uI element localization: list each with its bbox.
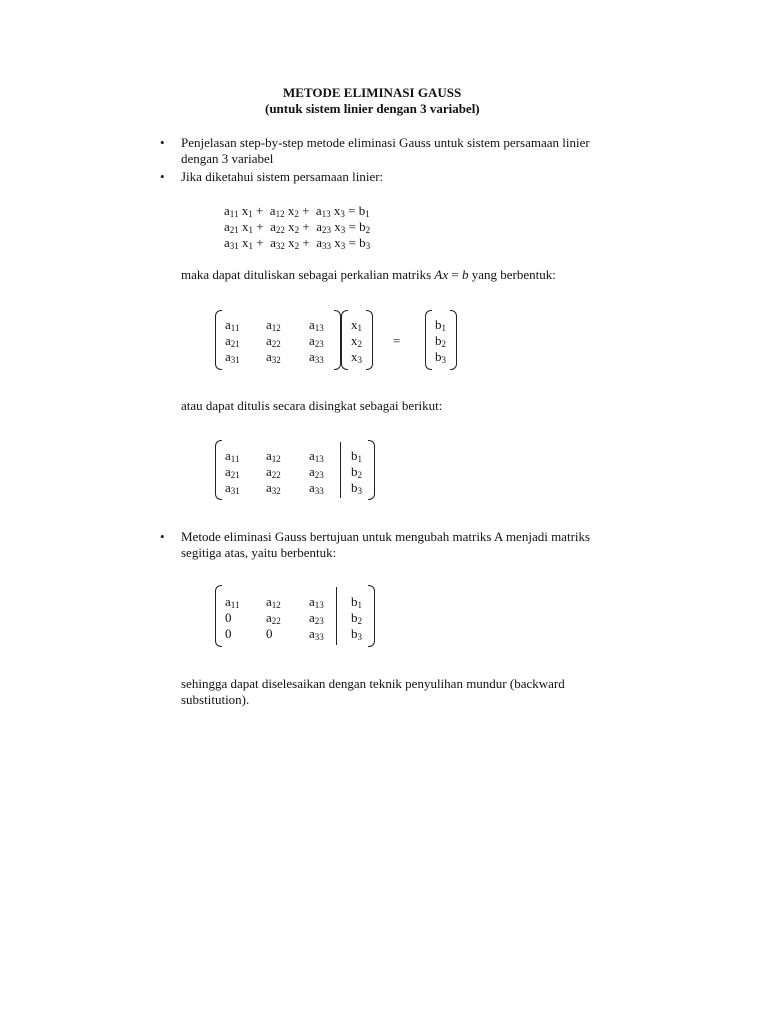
variable-vector: $x_1$ $x_2$ $x_3$ <box>341 310 373 370</box>
coefficient-matrix: $a_{11}$ $a_{12}$ $a_{13}$ $a_{21}$ $a_{22}$ $a_{23}$ $a_{31}$ $a_{32}$ $a_{33}$ <box>215 310 341 370</box>
short-form-text: atau dapat ditulis secara disingkat sebagai berikut: <box>181 398 443 413</box>
bullet-3-line-1: Metode eliminasi Gauss bertujuan untuk mengubah matriks A menjadi matriks <box>181 529 591 544</box>
equation-3: $a_{31}$ $x_1 + a_{32}$ $x_2 + a_{33}$ $x_3 = b_3$ <box>224 235 371 251</box>
augment-divider <box>340 442 341 498</box>
equals-sign: = <box>393 333 401 348</box>
upper-triangular-matrix: $a_{11}$ $a_{12}$ $a_{13}$ 0 $a_{22}$ $a_{23}$ 0 0 $a_{33}$ $b_1$ $b_2$ $b_3$ <box>215 585 375 647</box>
matrix-intro-text: maka dapat dituliskan sebagai perkalian matriks Ax = b yang berbentuk: <box>181 267 556 282</box>
conclusion-line-2: substitution). <box>181 692 250 707</box>
bullet-2-text: Jika diketahui sistem persamaan linier: <box>181 169 384 184</box>
equation-1: $a_{11}$ $x_1 + a_{12}$ $x_2 + a_{13}$ $x_3 = b_1$ <box>224 203 370 219</box>
bullet-marker <box>160 529 165 545</box>
augment-divider <box>336 587 337 645</box>
bullet-3-line-2: segitiga atas, yaitu berbentuk: <box>181 545 337 560</box>
constant-vector: $b_1$ $b_2$ $b_3$ <box>425 310 457 370</box>
bullet-1-line-1: Penjelasan step-by-step metode eliminasi Gauss untuk sistem persamaan linier <box>181 135 590 150</box>
equation-2: $a_{21}$ $x_1 + a_{22}$ $x_2 + a_{23}$ $x_3 = b_2$ <box>224 219 371 235</box>
conclusion-line-1: sehingga dapat diselesaikan dengan teknik penyulihan mundur (backward <box>181 676 565 691</box>
page-subtitle: (untuk sistem linier dengan 3 variabel) <box>265 101 480 116</box>
bullet-1-line-2: dengan 3 variabel <box>181 151 274 166</box>
bullet-marker <box>160 135 165 151</box>
augmented-matrix: $a_{11}$ $a_{12}$ $a_{13}$ $a_{21}$ $a_{22}$ $a_{23}$ $a_{31}$ $a_{32}$ $a_{33}$ $b_1$ $b_2$ $b_3$ <box>215 440 375 500</box>
bullet-marker <box>160 169 165 185</box>
page-title: METODE ELIMINASI GAUSS <box>283 85 462 100</box>
